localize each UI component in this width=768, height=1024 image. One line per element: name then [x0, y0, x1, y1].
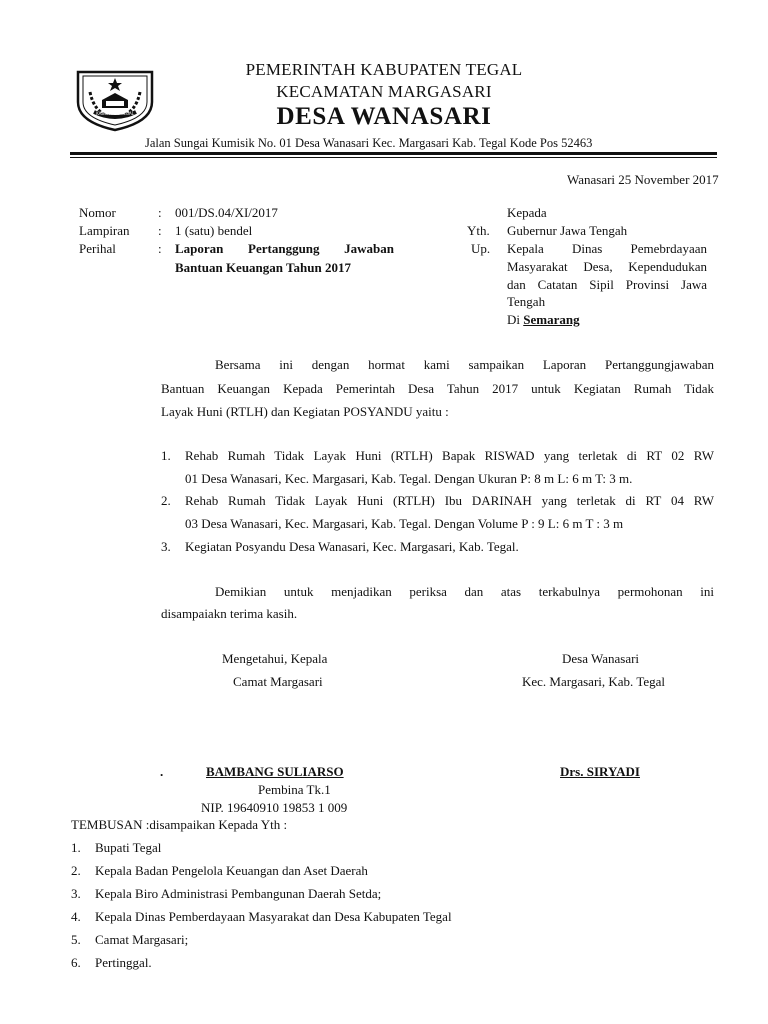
- item-3-number: 3.: [161, 539, 171, 554]
- sign-left-rank: Pembina Tk.1: [258, 782, 331, 797]
- sign-dot: .: [160, 764, 164, 779]
- item-1-line1: Rehab Rumah Tidak Layak Huni (RTLH) Bapak RISWAD yang terletak di RT 02 RW: [185, 448, 714, 463]
- nomor-label: Nomor: [79, 205, 116, 220]
- tembusan-2-text: Kepala Badan Pengelola Keuangan dan Aset Daerah: [95, 863, 368, 878]
- tembusan-5-text: Camat Margasari;: [95, 932, 189, 947]
- recipient-city: Semarang: [523, 312, 580, 327]
- nomor-colon: :: [158, 205, 162, 220]
- recipient-line4: dan Catatan Sipil Provinsi Jawa: [507, 277, 707, 292]
- header-village: DESA WANASARI: [276, 103, 492, 130]
- perihal-line1: Laporan Pertanggung Jawaban: [175, 241, 394, 256]
- tembusan-6-number: 6.: [71, 955, 81, 970]
- perihal-colon: :: [158, 241, 162, 256]
- body-p1-line2: Bantuan Keuangan Kepada Pemerintah Desa Tahun 2017 untuk Kegiatan Rumah Tidak: [161, 381, 714, 396]
- sign-left-line2: Camat Margasari: [233, 674, 323, 689]
- tembusan-5-number: 5.: [71, 932, 81, 947]
- tembusan-1-number: 1.: [71, 840, 81, 855]
- sign-left-nip: NIP. 19640910 19853 1 009: [201, 800, 348, 815]
- tembusan-2-number: 2.: [71, 863, 81, 878]
- sign-right-name: Drs. SIRYADI: [560, 764, 640, 779]
- recipient-line2: Kepala Dinas Pemebrdayaan: [507, 241, 707, 256]
- lampiran-value: 1 (satu) bendel: [175, 223, 253, 238]
- body-p2-line1: Demikian untuk menjadikan periksa dan atas terkabulnya permohonan ini: [215, 584, 714, 599]
- recipient-line1: Gubernur Jawa Tengah: [507, 223, 628, 238]
- sign-right-line2: Kec. Margasari, Kab. Tegal: [522, 674, 665, 689]
- body-p2-line2: disampaiakn terima kasih.: [161, 606, 298, 621]
- header-rule-thin: [70, 157, 717, 158]
- recipient-line3: Masyarakat Desa, Kependudukan: [507, 259, 707, 274]
- recipient-yth: Yth.: [467, 223, 490, 238]
- header-rule-thick: [70, 152, 717, 155]
- sign-right-line1: Desa Wanasari: [562, 651, 640, 666]
- letter-date: Wanasari 25 November 2017: [567, 172, 719, 187]
- item-2-number: 2.: [161, 493, 171, 508]
- tembusan-4-text: Kepala Dinas Pemberdayaan Masyarakat dan Desa Kabupaten Tegal: [95, 909, 452, 924]
- item-2-line1: Rehab Rumah Tidak Layak Huni (RTLH) Ibu DARINAH yang terletak di RT 04 RW: [185, 493, 714, 508]
- perihal-line2: Bantuan Keuangan Tahun 2017: [175, 260, 351, 275]
- item-3-line1: Kegiatan Posyandu Desa Wanasari, Kec. Margasari, Kab. Tegal.: [185, 539, 519, 554]
- tembusan-1-text: Bupati Tegal: [95, 840, 162, 855]
- sign-left-name: BAMBANG SULIARSO: [206, 764, 344, 779]
- tembusan-3-number: 3.: [71, 886, 81, 901]
- recipient-di: [507, 312, 580, 328]
- item-2-line2: 03 Desa Wanasari, Kec. Margasari, Kab. Tegal. Dengan Volume P : 9 L: 6 m T : 3 m: [185, 516, 624, 531]
- tembusan-4-number: 4.: [71, 909, 81, 924]
- recipient-line5: Tengah: [507, 294, 546, 309]
- lampiran-colon: :: [158, 223, 162, 238]
- lampiran-label: Lampiran: [79, 223, 130, 238]
- svg-text:KABUPATEN TEGAL: KABUPATEN TEGAL: [96, 111, 134, 116]
- header-government: PEMERINTAH KABUPATEN TEGAL: [245, 60, 523, 79]
- item-1-line2: 01 Desa Wanasari, Kec. Margasari, Kab. Tegal. Dengan Ukuran P: 8 m L: 6 m T: 3 m.: [185, 471, 633, 486]
- tembusan-3-text: Kepala Biro Administrasi Pembangunan Daerah Setda;: [95, 886, 382, 901]
- tembusan-title: TEMBUSAN :disampaikan Kepada Yth :: [71, 817, 288, 832]
- recipient-di-label: Di: [507, 312, 520, 327]
- tembusan-6-text: Pertinggal.: [95, 955, 152, 970]
- header-address: Jalan Sungai Kumisik No. 01 Desa Wanasari Kec. Margasari Kab. Tegal Kode Pos 52463: [145, 136, 593, 150]
- recipient-up: Up.: [471, 241, 491, 256]
- body-p1-line3: Layak Huni (RTLH) dan Kegiatan POSYANDU yaitu :: [161, 404, 449, 419]
- nomor-value: 001/DS.04/XI/2017: [175, 205, 278, 220]
- item-1-number: 1.: [161, 448, 171, 463]
- body-p1-line1: Bersama ini dengan hormat kami sampaikan Laporan Pertanggungjawaban: [215, 357, 714, 372]
- recipient-kepada: Kepada: [507, 205, 547, 220]
- sign-left-line1: Mengetahui, Kepala: [222, 651, 328, 666]
- perihal-label: Perihal: [79, 241, 116, 256]
- header-district: KECAMATAN MARGASARI: [276, 82, 492, 101]
